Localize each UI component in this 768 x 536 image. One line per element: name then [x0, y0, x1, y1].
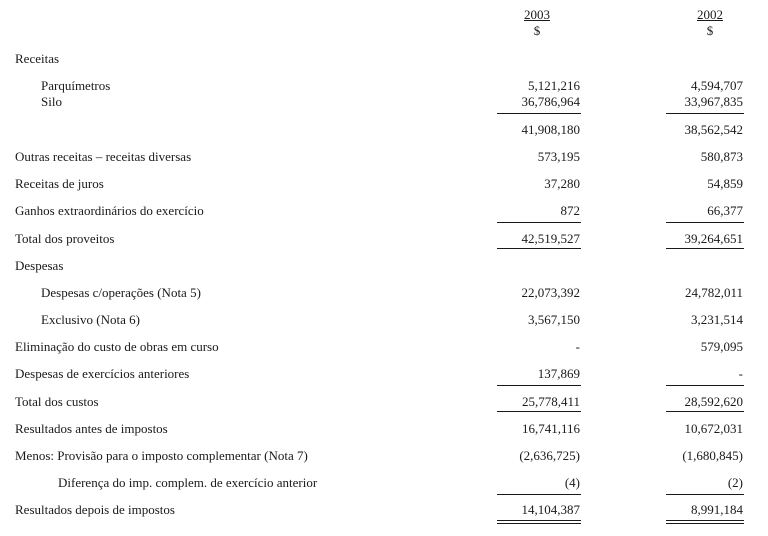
value-2002: (1,680,845) — [682, 448, 743, 463]
value-2003: 42,519,527 — [521, 231, 580, 246]
row-label: Receitas de juros — [15, 176, 104, 191]
table-row — [0, 93, 768, 111]
table-row — [0, 284, 768, 302]
currency-label-2002: $ — [706, 23, 714, 38]
total-underline-2002 — [666, 248, 744, 249]
double-underline-top-2002 — [666, 520, 744, 521]
total-rule-2003 — [497, 222, 581, 223]
row-label: Total dos custos — [15, 394, 99, 409]
total-row-custos — [0, 393, 768, 411]
value-2002: 39,264,651 — [684, 231, 743, 246]
value-2003: (2,636,725) — [519, 448, 580, 463]
value-2003: 22,073,392 — [521, 285, 580, 300]
value-2002: 579,095 — [700, 339, 743, 354]
value-2002: (2) — [727, 475, 743, 490]
section-heading-despesas — [0, 257, 768, 275]
subtotal-rule-2002 — [666, 113, 744, 114]
row-label: Resultados antes de impostos — [15, 421, 168, 436]
row-label: Silo — [41, 94, 62, 109]
table-row — [0, 365, 768, 383]
row-label: Parquímetros — [41, 78, 111, 93]
value-2003: 36,786,964 — [521, 94, 580, 109]
value-2003: 5,121,216 — [528, 78, 580, 93]
value-2002: 580,873 — [700, 149, 743, 164]
row-label: Despesas c/operações (Nota 5) — [41, 285, 201, 300]
total-underline-2003 — [497, 248, 581, 249]
total-rule-2003 — [497, 385, 581, 386]
table-row — [0, 447, 768, 465]
table-row — [0, 420, 768, 438]
total-rule-2002 — [666, 385, 744, 386]
row-label: Ganhos extraordinários do exercício — [15, 203, 204, 218]
row-label: Exclusivo (Nota 6) — [41, 312, 140, 327]
value-2003: 37,280 — [544, 176, 580, 191]
value-2002: 54,859 — [707, 176, 743, 191]
table-row — [0, 338, 768, 356]
value-2002: 3,231,514 — [691, 312, 743, 327]
value-2003: 137,869 — [537, 366, 580, 381]
row-label: Despesas de exercícios anteriores — [15, 366, 190, 381]
double-underline-bottom-2003 — [497, 523, 581, 524]
result-rule-2003 — [497, 494, 581, 495]
year-label-2003: 2003 — [524, 7, 550, 22]
row-label: Menos: Provisão para o imposto complementar (Nota 7) — [15, 448, 308, 463]
row-label: Eliminação do custo de obras em curso — [15, 339, 219, 354]
total-underline-2002 — [666, 411, 744, 412]
value-2002: 8,991,184 — [691, 502, 743, 517]
subtotal-row — [0, 121, 768, 139]
total-row-proveitos — [0, 230, 768, 248]
value-2002: 28,592,620 — [684, 394, 743, 409]
row-label: Diferença do imp. complem. de exercício anterior — [58, 475, 318, 490]
table-row — [0, 148, 768, 166]
total-rule-2002 — [666, 222, 744, 223]
row-label: Total dos proveitos — [15, 231, 115, 246]
currency-label-2003: $ — [533, 23, 541, 38]
value-2002: 33,967,835 — [684, 94, 743, 109]
table-row — [0, 474, 768, 492]
table-row — [0, 175, 768, 193]
value-2003: 25,778,411 — [521, 394, 580, 409]
value-2002: 24,782,011 — [684, 285, 743, 300]
value-2003: 3,567,150 — [528, 312, 580, 327]
value-2003: 573,195 — [537, 149, 580, 164]
year-label-2002: 2002 — [697, 7, 723, 22]
row-label: Despesas — [15, 258, 64, 273]
column-header-2002 — [670, 7, 750, 39]
section-heading-receitas — [0, 50, 768, 68]
double-underline-bottom-2002 — [666, 523, 744, 524]
row-label: Resultados depois de impostos — [15, 502, 175, 517]
table-row — [0, 311, 768, 329]
total-underline-2003 — [497, 411, 581, 412]
value-2003: 16,741,116 — [521, 421, 580, 436]
result-rule-2002 — [666, 494, 744, 495]
row-label: Receitas — [15, 51, 60, 66]
value-2003: (4) — [564, 475, 580, 490]
column-header-2003 — [497, 7, 577, 39]
double-underline-top-2003 — [497, 520, 581, 521]
value-2002: 10,672,031 — [684, 421, 743, 436]
value-2002: 38,562,542 — [684, 122, 743, 137]
table-row — [0, 202, 768, 220]
value-2002: 66,377 — [707, 203, 743, 218]
value-2002: 4,594,707 — [691, 78, 743, 93]
value-2002: - — [738, 366, 743, 381]
value-2003: 14,104,387 — [521, 502, 580, 517]
row-label: Outras receitas – receitas diversas — [15, 149, 192, 164]
value-2003: 41,908,180 — [521, 122, 580, 137]
value-2003: - — [575, 339, 580, 354]
value-2003: 872 — [560, 203, 580, 218]
result-row — [0, 501, 768, 519]
subtotal-rule-2003 — [497, 113, 581, 114]
